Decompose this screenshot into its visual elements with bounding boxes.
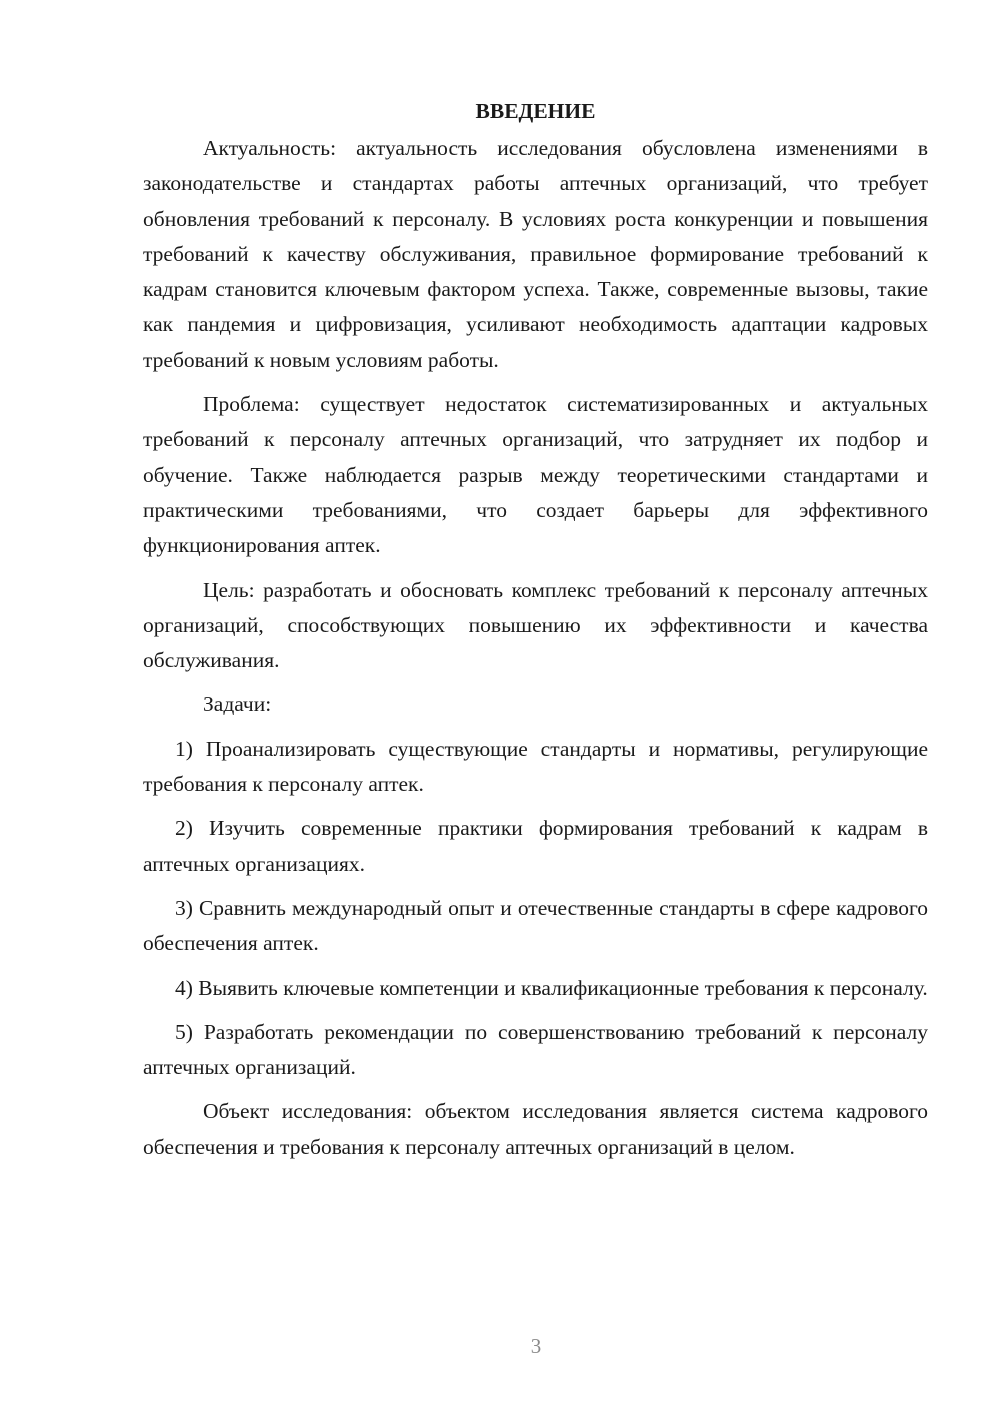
goal-paragraph: Цель: разработать и обосновать комплекс требований к персоналу аптечных организаций, способствующих повышению их эффективности и качества обслуживания.: [143, 577, 928, 673]
object-paragraph: Объект исследования: объектом исследования является система кадрового обеспечения и требования к персоналу аптечных организаций в целом.: [143, 1099, 928, 1159]
task-item-3: 3) Сравнить международный опыт и отечественные стандарты в сфере кадрового обеспечения аптек.: [143, 895, 928, 956]
task-item-4: 4) Выявить ключевые компетенции и квалификационные требования к персоналу.: [175, 975, 928, 1000]
tasks-heading: Задачи:: [203, 692, 272, 717]
relevance-paragraph: Актуальность: актуальность исследования обусловлена изменениями в законодательстве и стандартах работы аптечных организаций, что требует обновления требований к персоналу. В условиях роста конкуренции и повышения требований к качеству обслуживания, правильное формирование требований к кадрам становится ключевым фактором успеха. Также, современные вызовы, такие как пандемия и цифровизация, усиливают необходимость адаптации кадровых требований к новым условиям работы.: [143, 136, 928, 372]
problem-paragraph: Проблема: существует недостаток систематизированных и актуальных требований к персоналу аптечных организаций, что затрудняет их подбор и обучение. Также наблюдается разрыв между теоретическими стандартами и практическими требованиями, что создает барьеры для эффективного функционирования аптек.: [143, 392, 928, 558]
page-number: 3: [530, 1334, 542, 1358]
task-item-5: 5) Разработать рекомендации по совершенствованию требований к персоналу аптечных организаций.: [143, 1019, 928, 1080]
task-item-1: 1) Проанализировать существующие стандарты и нормативы, регулирующие требования к персоналу аптек.: [143, 736, 928, 797]
page-content: [143, 95, 928, 1174]
task-item-2: 2) Изучить современные практики формирования требований к кадрам в аптечных организациях.: [143, 816, 928, 876]
section-title: ВВЕДЕНИЕ: [475, 99, 596, 123]
